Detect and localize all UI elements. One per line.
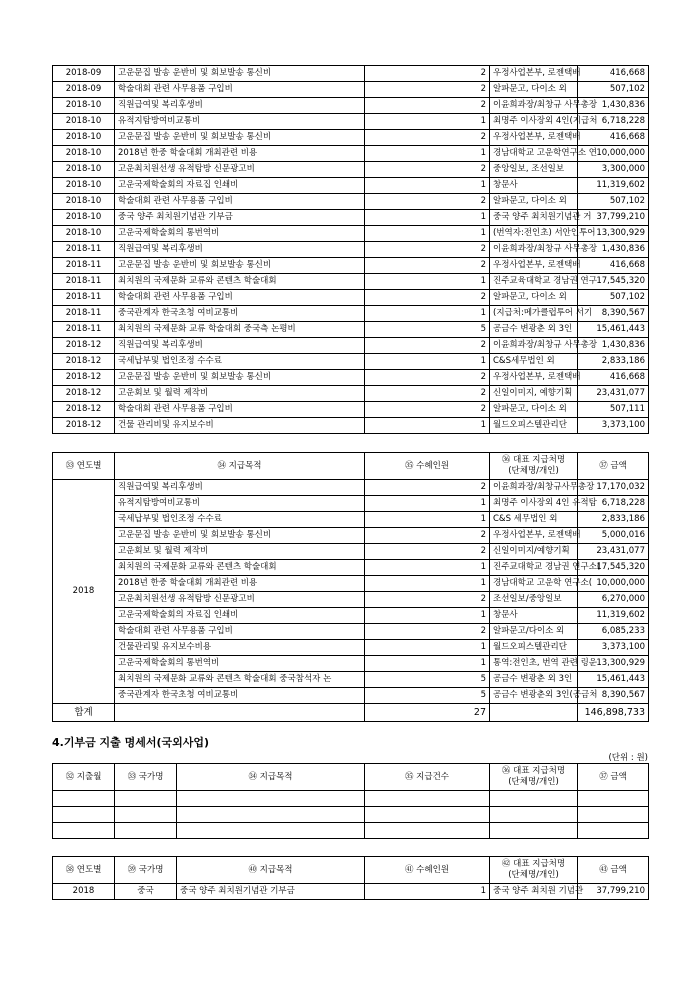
total-label: 합계 <box>53 704 115 722</box>
amount-cell: 1,430,836 <box>578 242 649 258</box>
count-cell: 5 <box>365 688 490 704</box>
count-cell: 5 <box>365 672 490 688</box>
payee-cell: 신일이미지/예향기획 <box>490 544 578 560</box>
count-cell: 1 <box>365 306 490 322</box>
table-row <box>53 82 649 98</box>
count-cell: 1 <box>365 274 490 290</box>
count-cell: 2 <box>365 480 490 496</box>
payee-cell: 신일이미지, 예향기획 <box>490 386 578 402</box>
table-row <box>53 290 649 306</box>
amount-cell: 37,799,210 <box>578 210 649 226</box>
count-cell: 2 <box>365 544 490 560</box>
amount-cell: 1,430,836 <box>578 338 649 354</box>
table-row <box>53 322 649 338</box>
purpose-cell: 직원급여및 복리후생비 <box>115 98 365 114</box>
purpose-cell: 국세납부및 법인조정 수수료 <box>115 354 365 370</box>
amount-cell: 507,102 <box>578 82 649 98</box>
purpose-cell: 고운최치원선생 유적탐방 신문광고비 <box>115 592 365 608</box>
date-cell: 2018-12 <box>53 338 115 354</box>
overseas-detail-table <box>52 763 649 839</box>
purpose-cell: 학술대회 관련 사무용품 구입비 <box>115 82 365 98</box>
header-year: ㉝ 연도별 <box>53 453 115 480</box>
header-country: ㊴ 국가명 <box>115 857 177 884</box>
purpose-cell: 고운문집 발송 운반비 및 회보발송 통신비 <box>115 258 365 274</box>
payee-cell: C&S 세무법인 외 <box>490 512 578 528</box>
table-row <box>53 672 649 688</box>
amount-cell: 3,373,100 <box>578 418 649 434</box>
unit-label: (단위 : 원) <box>608 753 648 763</box>
table-row <box>53 226 649 242</box>
empty-row <box>53 791 649 807</box>
amount-cell: 17,170,032 <box>578 480 649 496</box>
purpose-cell: 고운국제학술회의 자료집 인쇄비 <box>115 178 365 194</box>
amount-cell: 507,111 <box>578 402 649 418</box>
table-row <box>53 576 649 592</box>
count-cell: 1 <box>365 576 490 592</box>
amount-cell: 8,390,567 <box>578 688 649 704</box>
table-row <box>53 512 649 528</box>
expense-detail-table <box>52 65 649 434</box>
date-cell: 2018-10 <box>53 162 115 178</box>
date-cell: 2018-12 <box>53 402 115 418</box>
header-purpose: ㉞ 지급목적 <box>115 453 365 480</box>
amount-cell: 416,668 <box>578 370 649 386</box>
purpose-cell: 고운회보 및 월력 제작비 <box>115 544 365 560</box>
count-cell: 1 <box>365 640 490 656</box>
payee-cell: (번역자:전인초) 서안인투어 <box>490 226 578 242</box>
purpose-cell: 학술대회 관련 사무용품 구입비 <box>115 624 365 640</box>
payee-cell: 경남대학교 고운학연구소 연 <box>490 146 578 162</box>
count-cell: 2 <box>365 162 490 178</box>
amount-cell: 10,000,000 <box>578 576 649 592</box>
amount-cell: 416,668 <box>578 66 649 82</box>
date-cell: 2018-12 <box>53 386 115 402</box>
date-cell: 2018-10 <box>53 194 115 210</box>
purpose-cell: 고운문집 발송 운반비 및 회보발송 통신비 <box>115 66 365 82</box>
table-row <box>53 210 649 226</box>
header-purpose: ㉞ 지급목적 <box>177 764 365 791</box>
section-4-title: 4.기부금 지출 명세서(국외사업) <box>52 736 210 749</box>
payee-cell: 최명주 이사장외 4인 유적탐 <box>490 496 578 512</box>
table-row <box>53 528 649 544</box>
payee-cell: 조선일보/중앙일보 <box>490 592 578 608</box>
amount-cell: 416,668 <box>578 258 649 274</box>
amount-cell: 15,461,443 <box>578 322 649 338</box>
count-cell: 2 <box>365 592 490 608</box>
purpose-cell: 고운문집 발송 운반비 및 회보발송 통신비 <box>115 528 365 544</box>
overseas-header-row <box>53 764 649 791</box>
payee-cell: 통역:전인초, 번역 관련 링운 <box>490 656 578 672</box>
date-cell: 2018-11 <box>53 306 115 322</box>
count-cell: 1 <box>365 178 490 194</box>
table-row <box>53 386 649 402</box>
table-row <box>53 114 649 130</box>
table-row <box>53 162 649 178</box>
overseas-summary-header-row <box>53 857 649 884</box>
purpose-cell: 건물 관리비및 유지보수비 <box>115 418 365 434</box>
amount-cell: 23,431,077 <box>578 386 649 402</box>
country-cell: 중국 <box>115 884 177 900</box>
payee-cell: 알파문고, 다이소 외 <box>490 194 578 210</box>
amount-cell: 13,300,929 <box>578 226 649 242</box>
table-row <box>53 242 649 258</box>
date-cell: 2018-10 <box>53 98 115 114</box>
purpose-cell: 2018년 한중 학술대회 개최관련 비용 <box>115 576 365 592</box>
count-cell: 2 <box>365 242 490 258</box>
year-cell: 2018 <box>53 480 115 704</box>
purpose-cell: 고운문집 발송 운반비 및 회보발송 통신비 <box>115 130 365 146</box>
total-payee-empty <box>490 704 578 722</box>
table-row <box>53 274 649 290</box>
count-cell: 1 <box>365 560 490 576</box>
purpose-cell: 국세납부및 법인조정 수수료 <box>115 512 365 528</box>
date-cell: 2018-11 <box>53 242 115 258</box>
purpose-cell: 건물관리및 유지보수비용 <box>115 640 365 656</box>
total-count: 27 <box>365 704 490 722</box>
table-row <box>53 194 649 210</box>
count-cell: 2 <box>365 82 490 98</box>
purpose-cell: 고운국제학술회의 통번역비 <box>115 226 365 242</box>
table-row <box>53 656 649 672</box>
payee-cell: C&S세무법인 외 <box>490 354 578 370</box>
count-cell: 2 <box>365 528 490 544</box>
payee-cell: 공금수 변광춘외 3인(공금처 <box>490 688 578 704</box>
payee-cell: 월드오피스텔관리단 <box>490 418 578 434</box>
amount-cell: 6,270,000 <box>578 592 649 608</box>
purpose-cell: 중국관계자 한국초청 여비교통비 <box>115 688 365 704</box>
date-cell: 2018-12 <box>53 354 115 370</box>
date-cell: 2018-10 <box>53 146 115 162</box>
purpose-cell: 고운최치원선생 유적탐방 신문광고비 <box>115 162 365 178</box>
header-purpose: ㊵ 지급목적 <box>177 857 365 884</box>
count-cell: 2 <box>365 370 490 386</box>
amount-cell: 1,430,836 <box>578 98 649 114</box>
purpose-cell: 학술대회 관련 사무용품 구입비 <box>115 402 365 418</box>
table-row <box>53 146 649 162</box>
amount-cell: 6,718,228 <box>578 496 649 512</box>
payee-cell: 우정사업본부, 로젠택배 <box>490 370 578 386</box>
header-amount: ㊲ 금액 <box>578 453 649 480</box>
table-row <box>53 418 649 434</box>
count-cell: 1 <box>365 146 490 162</box>
payee-cell: 우정사업본부, 로젠택배 <box>490 528 578 544</box>
count-cell: 1 <box>365 226 490 242</box>
header-month: ㉜ 지출월 <box>53 764 115 791</box>
count-cell: 2 <box>365 66 490 82</box>
empty-row <box>53 807 649 823</box>
count-cell: 1 <box>365 114 490 130</box>
table-row <box>53 66 649 82</box>
amount-cell: 3,300,000 <box>578 162 649 178</box>
purpose-cell: 직원급여및 복리후생비 <box>115 242 365 258</box>
date-cell: 2018-09 <box>53 66 115 82</box>
total-row <box>53 704 649 722</box>
payee-cell: 알파문고, 다이소 외 <box>490 82 578 98</box>
payee-cell: 최명주 이사장외 4인(지급처 <box>490 114 578 130</box>
count-cell: 1 <box>365 210 490 226</box>
table-row <box>53 130 649 146</box>
payee-cell: 중국 양주 최치원기념관 거 <box>490 210 578 226</box>
total-purpose-empty <box>115 704 365 722</box>
year-cell: 2018 <box>53 884 115 900</box>
table-row <box>53 306 649 322</box>
count-cell: 2 <box>365 258 490 274</box>
summary-header-row <box>53 453 649 480</box>
amount-cell: 507,102 <box>578 290 649 306</box>
payee-cell: 진주교육대학교 경남권 연구 <box>490 274 578 290</box>
payee-cell: 우정사업본부, 로젠택배 <box>490 258 578 274</box>
date-cell: 2018-10 <box>53 130 115 146</box>
table-row <box>53 688 649 704</box>
date-cell: 2018-09 <box>53 82 115 98</box>
amount-cell: 2,833,186 <box>578 512 649 528</box>
date-cell: 2018-10 <box>53 178 115 194</box>
purpose-cell: 최치원의 국제문화 교류와 콘텐츠 학술대회 중국참석자 논 <box>115 672 365 688</box>
payee-cell: 공금수 변광춘 외 3인 <box>490 322 578 338</box>
amount-cell: 3,373,100 <box>578 640 649 656</box>
payee-cell: 월드오피스텔관리단 <box>490 640 578 656</box>
amount-cell: 6,718,228 <box>578 114 649 130</box>
purpose-cell: 최치원의 국제문화 교류와 콘텐츠 학술대회 <box>115 274 365 290</box>
count-cell: 1 <box>365 608 490 624</box>
count-cell: 1 <box>365 884 490 900</box>
header-amount: ㊸ 금액 <box>578 857 649 884</box>
table-row <box>53 178 649 194</box>
header-count: ㉟ 수혜인원 <box>365 453 490 480</box>
payee-cell: 창문사 <box>490 608 578 624</box>
amount-cell: 23,431,077 <box>578 544 649 560</box>
count-cell: 2 <box>365 386 490 402</box>
table-row <box>53 496 649 512</box>
payee-cell: 중앙일보, 조선일보 <box>490 162 578 178</box>
header-payee: ㊷ 대표 지급처명 (단체명/개인) <box>490 857 578 884</box>
header-country: ㉝ 국가명 <box>115 764 177 791</box>
amount-cell: 11,319,602 <box>578 178 649 194</box>
payee-cell: 우정사업본부, 로젠택배 <box>490 130 578 146</box>
purpose-cell: 최치원의 국제문화 교류 학술대회 중국측 논평비 <box>115 322 365 338</box>
table-row <box>53 354 649 370</box>
count-cell: 1 <box>365 512 490 528</box>
payee-cell: 알파문고, 다이소 외 <box>490 402 578 418</box>
amount-cell: 8,390,567 <box>578 306 649 322</box>
purpose-cell: 유적지탐방여비교통비 <box>115 496 365 512</box>
expense-summary-table <box>52 452 649 722</box>
total-amount: 146,898,733 <box>578 704 649 722</box>
purpose-cell: 유적지탐방여비교통비 <box>115 114 365 130</box>
purpose-cell: 학술대회 관련 사무용품 구입비 <box>115 290 365 306</box>
table-row <box>53 258 649 274</box>
count-cell: 1 <box>365 496 490 512</box>
amount-cell: 416,668 <box>578 130 649 146</box>
count-cell: 2 <box>365 624 490 640</box>
header-count: ㉟ 지급건수 <box>365 764 490 791</box>
payee-cell: 알파문고, 다이소 외 <box>490 290 578 306</box>
purpose-cell: 중국관계자 한국초청 여비교통비 <box>115 306 365 322</box>
count-cell: 5 <box>365 322 490 338</box>
purpose-cell: 고운문집 발송 운반비 및 회보발송 통신비 <box>115 370 365 386</box>
payee-cell: 우정사업본부, 로젠택배 <box>490 66 578 82</box>
purpose-cell: 직원급여및 복리후생비 <box>115 480 365 496</box>
table-row <box>53 402 649 418</box>
header-amount: ㊲ 금액 <box>578 764 649 791</box>
amount-cell: 37,799,210 <box>578 884 649 900</box>
header-year: ㊳ 연도별 <box>53 857 115 884</box>
payee-cell: 창문사 <box>490 178 578 194</box>
count-cell: 2 <box>365 402 490 418</box>
amount-cell: 15,461,443 <box>578 672 649 688</box>
table-row <box>53 544 649 560</box>
purpose-cell: 학술대회 관련 사무용품 구입비 <box>115 194 365 210</box>
amount-cell: 6,085,233 <box>578 624 649 640</box>
amount-cell: 10,000,000 <box>578 146 649 162</box>
count-cell: 2 <box>365 338 490 354</box>
count-cell: 2 <box>365 98 490 114</box>
purpose-cell: 2018년 한중 학술대회 개최관련 비용 <box>115 146 365 162</box>
table-row <box>53 98 649 114</box>
amount-cell: 507,102 <box>578 194 649 210</box>
table-row <box>53 592 649 608</box>
payee-cell: 이윤희과장/최창규 사무총장 <box>490 98 578 114</box>
table-row <box>53 624 649 640</box>
header-count: ㊶ 수혜인원 <box>365 857 490 884</box>
count-cell: 2 <box>365 290 490 306</box>
amount-cell: 17,545,320 <box>578 274 649 290</box>
date-cell: 2018-12 <box>53 418 115 434</box>
count-cell: 1 <box>365 656 490 672</box>
table-row <box>53 338 649 354</box>
payee-cell: 진주교대학교 경남권 연구소( <box>490 560 578 576</box>
amount-cell: 11,319,602 <box>578 608 649 624</box>
table-row <box>53 370 649 386</box>
payee-cell: (지급처:메가클럽투어 서기 <box>490 306 578 322</box>
payee-cell: 알파문고/다이소 외 <box>490 624 578 640</box>
amount-cell: 13,300,929 <box>578 656 649 672</box>
table-row <box>53 608 649 624</box>
purpose-cell: 중국 양주 최치원기념관 기부금 <box>177 884 365 900</box>
payee-cell: 이윤희과장/최창규 사무총장 <box>490 242 578 258</box>
table-row <box>53 884 649 900</box>
date-cell: 2018-11 <box>53 322 115 338</box>
purpose-cell: 고운회보 및 월력 제작비 <box>115 386 365 402</box>
amount-cell: 2,833,186 <box>578 354 649 370</box>
payee-cell: 공금수 변광춘 외 3인 <box>490 672 578 688</box>
amount-cell: 17,545,320 <box>578 560 649 576</box>
table-row <box>53 480 649 496</box>
purpose-cell: 중국 양주 최치원기념관 기부금 <box>115 210 365 226</box>
empty-row <box>53 823 649 839</box>
table-row <box>53 640 649 656</box>
amount-cell: 5,000,016 <box>578 528 649 544</box>
date-cell: 2018-12 <box>53 370 115 386</box>
date-cell: 2018-11 <box>53 274 115 290</box>
overseas-summary-table <box>52 856 649 900</box>
header-payee: ㊱ 대표 지급처명 (단체명/개인) <box>490 764 578 791</box>
payee-cell: 경남대학교 고운학 연구소( <box>490 576 578 592</box>
payee-cell: 중국 양주 최치원 기념관 <box>490 884 578 900</box>
count-cell: 1 <box>365 354 490 370</box>
table-row <box>53 560 649 576</box>
date-cell: 2018-10 <box>53 210 115 226</box>
purpose-cell: 최치원의 국제문화 교류와 콘텐츠 학술대회 <box>115 560 365 576</box>
count-cell: 2 <box>365 130 490 146</box>
date-cell: 2018-11 <box>53 290 115 306</box>
date-cell: 2018-11 <box>53 258 115 274</box>
payee-cell: 이윤희과장/최창규사무총장 <box>490 480 578 496</box>
purpose-cell: 고운국제학술회의 통번역비 <box>115 656 365 672</box>
date-cell: 2018-10 <box>53 226 115 242</box>
purpose-cell: 직원급여및 복리후생비 <box>115 338 365 354</box>
payee-cell: 이윤희과장/최창규 사무총장 <box>490 338 578 354</box>
count-cell: 1 <box>365 418 490 434</box>
date-cell: 2018-10 <box>53 114 115 130</box>
purpose-cell: 고운국제학술회의 자료집 인쇄비 <box>115 608 365 624</box>
count-cell: 2 <box>365 194 490 210</box>
header-payee: ㊱ 대표 지급처명 (단체명/개인) <box>490 453 578 480</box>
